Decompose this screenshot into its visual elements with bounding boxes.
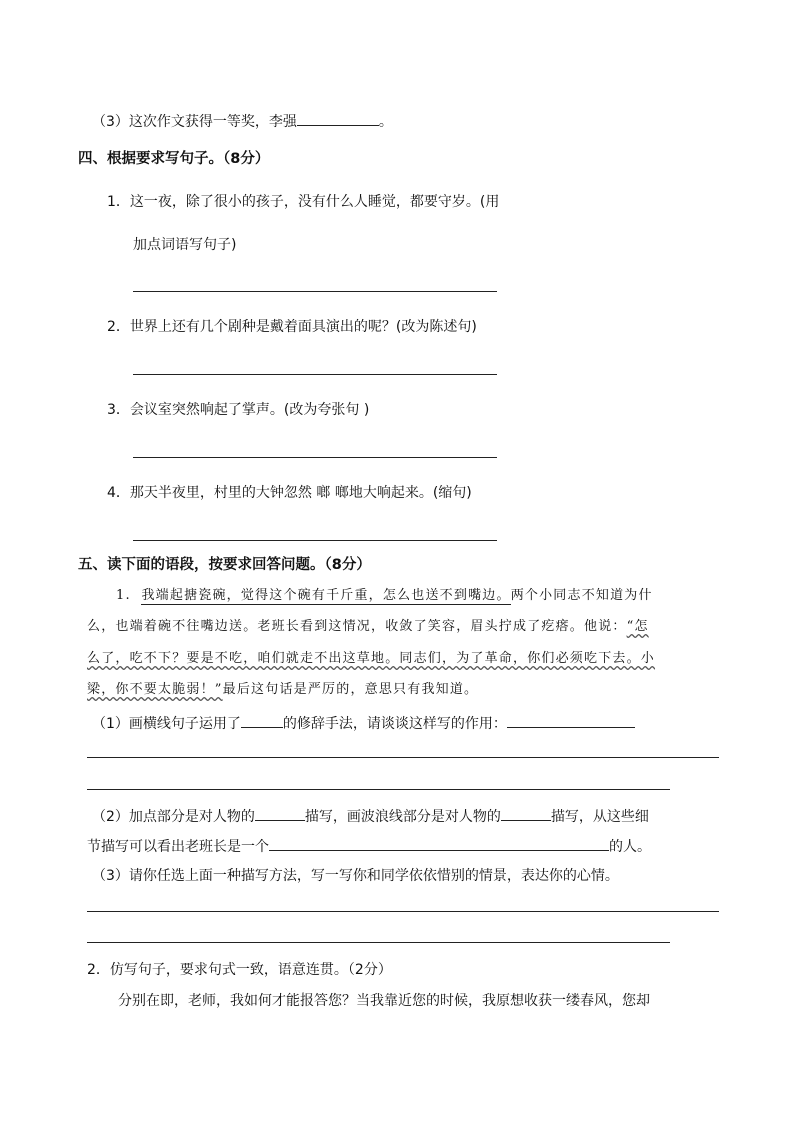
answer-line[interactable] <box>87 789 670 790</box>
s5-item-2-heading: 2．仿写句子，要求句式一致，语意连贯。（2分） <box>87 962 392 978</box>
section-4-heading: 四、根据要求写句子。（8分） <box>78 151 270 167</box>
wavy-text: 梁，你不要太脆弱！” <box>87 682 223 697</box>
wavy-text: 么了，吃不下？要是不吃，咱们就走不出这草地。同志们，为了革命，你们必须吃下去。小 <box>87 651 656 666</box>
answer-blank[interactable] <box>297 111 379 126</box>
s4-item-2: 2．世界上还有几个剧种是戴着面具演出的呢？(改为陈述句) <box>107 319 477 335</box>
underlined-sentence: 我端起搪瓷碗，觉得这个碗有千斤重，怎么也送不到嘴边。 <box>141 588 511 603</box>
s5-question-2: （2）加点部分是对人物的 描写，画波浪线部分是对人物的 描写，从这些细 <box>92 806 649 826</box>
answer-line[interactable] <box>133 540 497 541</box>
answer-blank[interactable] <box>255 806 305 821</box>
answer-blank[interactable] <box>507 713 635 728</box>
wavy-text: “怎 <box>626 619 649 634</box>
answer-blank[interactable] <box>269 836 609 851</box>
answer-line[interactable] <box>133 457 497 458</box>
passage-line-3 <box>87 650 655 668</box>
s4-item-4: 4．那天半夜里，村里的大钟忽然 啷 啷地大响起来。(缩句) <box>107 485 472 501</box>
answer-line[interactable] <box>87 757 719 758</box>
answer-blank[interactable] <box>501 806 551 821</box>
s5-question-3: （3）请你任选上面一种描写方法，写一写你和同学依依惜别的情景，表达你的心情。 <box>92 868 619 884</box>
answer-blank[interactable] <box>241 713 283 728</box>
s4-item-1-cont: 加点词语写句子) <box>133 237 237 253</box>
s4-item-3: 3．会议室突然响起了掌声。(改为夸张句 ) <box>107 402 370 418</box>
passage-line-1: 1. 我端起搪瓷碗，觉得这个碗有千斤重，怎么也送不到嘴边。两个小同志不知道为什 <box>116 588 653 603</box>
answer-line[interactable] <box>133 374 497 375</box>
q3-answer-line: （3）这次作文获得一等奖，李强 。 <box>92 111 393 131</box>
s5-item-2-text: 分别在即，老师，我如何才能报答您？当我靠近您的时候，我原想收获一缕春风，您却 <box>118 993 650 1009</box>
passage-line-2: 么，也端着碗不往嘴边送。老班长看到这情况，收敛了笑容，眉头拧成了疙瘩。他说：“怎 <box>87 619 649 634</box>
answer-line[interactable] <box>87 911 719 912</box>
section-5-heading: 五、读下面的语段，按要求回答问题。（8分） <box>78 557 371 573</box>
s5-question-2-cont: 节描写可以看出老班长是一个 的人。 <box>87 836 651 856</box>
passage-line-4: 梁，你不要太脆弱！”最后这句话是严厉的，意思只有我知道。 <box>87 682 479 697</box>
s5-question-1: （1）画横线句子运用了 的修辞手法，请谈谈这样写的作用： <box>92 713 635 733</box>
s4-item-1: 1．这一夜，除了很小的孩子，没有什么人睡觉，都要守岁。(用 <box>107 194 500 210</box>
answer-line[interactable] <box>133 291 497 292</box>
answer-line[interactable] <box>87 942 670 943</box>
